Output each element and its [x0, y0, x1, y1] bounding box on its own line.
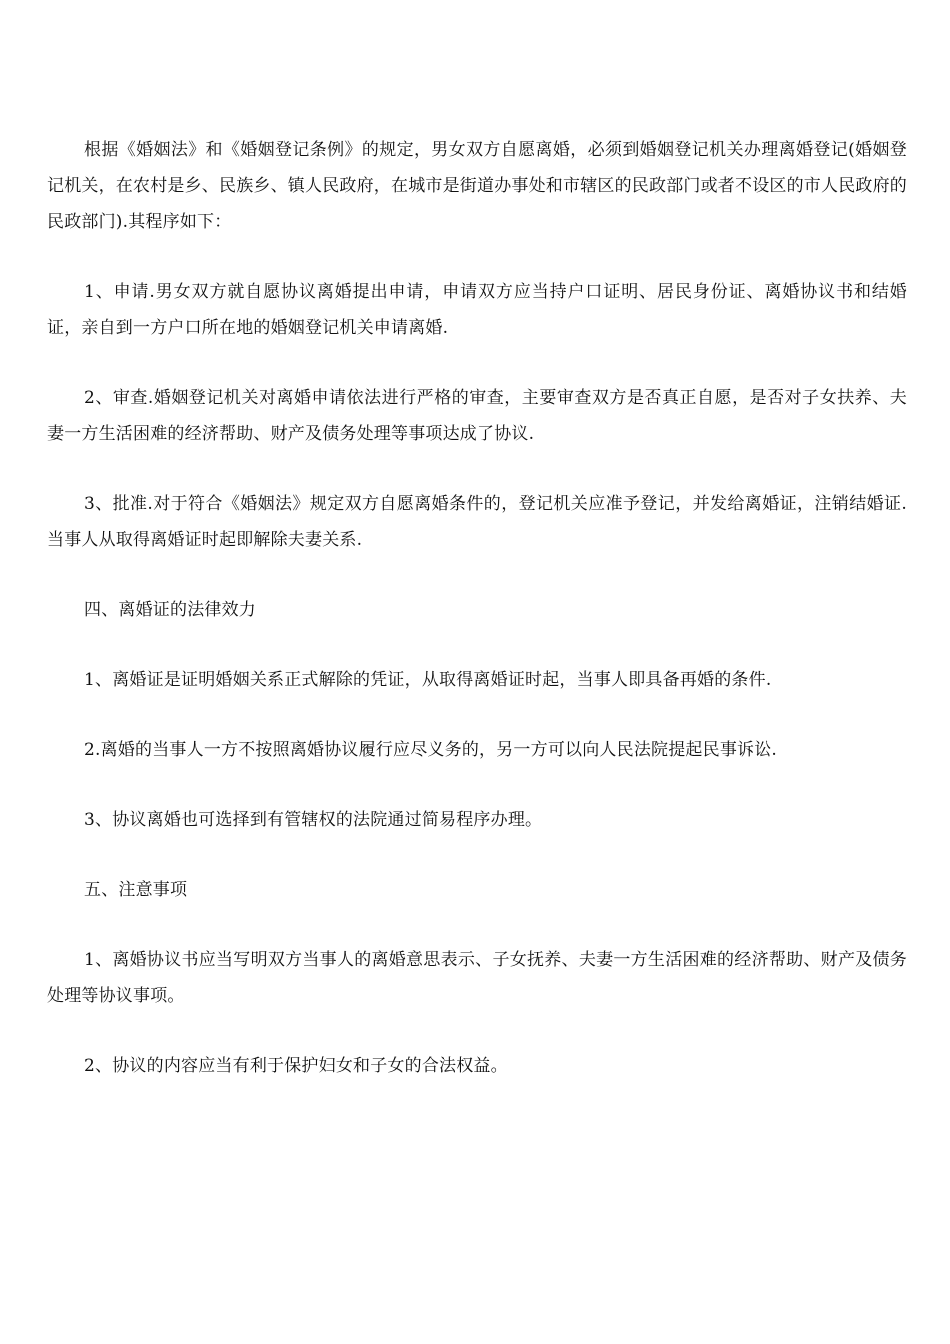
legal-effect-item-2: 2.离婚的当事人一方不按照离婚协议履行应尽义务的，另一方可以向人民法院提起民事诉讼. — [84, 740, 778, 760]
legal-effect-item-3: 3、协议离婚也可选择到有管辖权的法院通过简易程序办理。 — [84, 810, 543, 830]
legal-effect-item-1: 1、离婚证是证明婚姻关系正式解除的凭证，从取得离婚证时起，当事人即具备再婚的条件. — [84, 670, 772, 690]
notes-item-1: 1、离婚协议书应当写明双方当事人的离婚意思表示、子女抚养、夫妻一方生活困难的经济帮助、财产及债务处理等协议事项。 — [47, 950, 907, 1006]
step-apply-paragraph: 1、申请.男女双方就自愿协议离婚提出申请，申请双方应当持户口证明、居民身份证、离婚协议书和结婚证，亲自到一方户口所在地的婚姻登记机关申请离婚. — [47, 282, 907, 338]
step-approve-paragraph: 3、批准.对于符合《婚姻法》规定双方自愿离婚条件的，登记机关应准予登记，并发给离婚证，注销结婚证.当事人从取得离婚证时起即解除夫妻关系. — [47, 494, 907, 550]
document-page — [47, 132, 907, 1118]
notes-item-2: 2、协议的内容应当有利于保护妇女和子女的合法权益。 — [84, 1056, 508, 1076]
section-heading-notes: 五、注意事项 — [84, 880, 188, 900]
step-review-paragraph: 2、审查.婚姻登记机关对离婚申请依法进行严格的审查，主要审查双方是否真正自愿，是否对子女扶养、夫妻一方生活困难的经济帮助、财产及债务处理等事项达成了协议. — [47, 388, 907, 444]
intro-paragraph: 根据《婚姻法》和《婚姻登记条例》的规定，男女双方自愿离婚，必须到婚姻登记机关办理离婚登记(婚姻登记机关，在农村是乡、民族乡、镇人民政府，在城市是街道办事处和市辖区的民政部门或者不设区的市人民政府的民政部门).其程序如下： — [47, 140, 907, 232]
section-heading-legal-effect: 四、离婚证的法律效力 — [84, 600, 256, 620]
